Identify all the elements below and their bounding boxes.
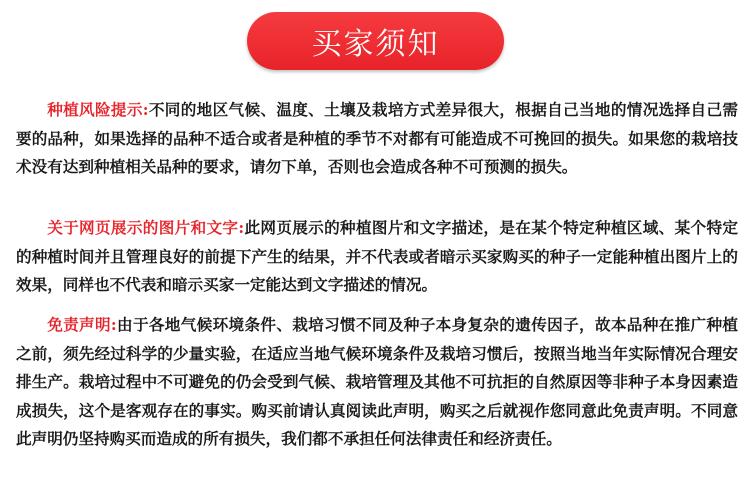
disclaimer-label: 免责声明: (47, 315, 117, 334)
disclaimer-text: 由于各地气候环境条件、栽培习惯不同及种子本身复杂的遗传因子，故本品种在推广种植之前，须先经过科学的少量实验，在适应当地气候环境条件及栽培习惯后，按照当地当年实际情况合理安排生产。栽培过程中不可避免的仍会受到气候、栽培管理及其他不可抗拒的自然原因等非种子本身因素造成损失，这个是客观存在的事实。购买前请认真阅读此声明，购买之后就视作您同意此免责声明。不同意此声明仍坚持购买而造成的所有损失，我们都不承担任何法律责任和经济责任。 (16, 315, 738, 449)
web-content-paragraph (16, 214, 738, 300)
planting-risk-label: 种植风险提示: (47, 100, 149, 119)
planting-risk-text: 不同的地区气候、温度、土壤及栽培方式差异很大，根据自己当地的情况选择自己需要的品种，如果选择的品种不适合或者是种植的季节不对都有可能造成不可挽回的损失。如果您的栽培技术没有达到种植相关品种的要求，请勿下单，否则也会造成各种不可预测的损失。 (16, 100, 738, 177)
web-content-label: 关于网页展示的图片和文字: (47, 218, 245, 237)
planting-risk-paragraph (16, 96, 738, 182)
web-content-text: 此网页展示的种植图片和文字描述，是在某个特定种植区域、某个特定的种植时间并且管理良好的前提下产生的结果，并不代表或者暗示买家购买的种子一定能种植出图片上的效果，同样也不代表和暗示买家一定能达到文字描述的情况。 (16, 218, 738, 295)
planting-risk-section (16, 96, 738, 182)
page-title: 买家须知 (311, 27, 440, 62)
disclaimer-paragraph (16, 311, 738, 454)
title-banner (247, 12, 504, 70)
web-content-section (16, 214, 738, 300)
disclaimer-section (16, 311, 738, 454)
